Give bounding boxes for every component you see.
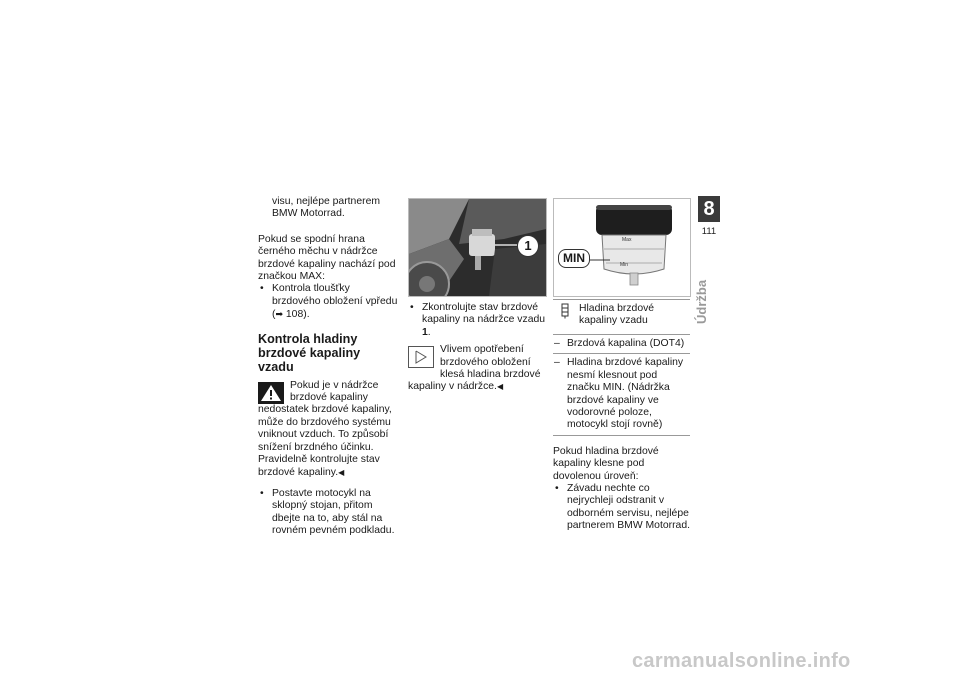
table-cell-fluid-type: – Brzdová kapalina (DOT4) <box>553 338 688 350</box>
chapter-number-box: 8 <box>698 196 720 222</box>
table-cell-min-level: – Hladina brzdové kapaliny nesmí klesnout pod značku MIN. (Nádržka brzdové kapaliny ve vodorovné poloze, motocykl stojí rovně) <box>553 357 688 431</box>
end-marker-icon: ◀ <box>338 467 345 477</box>
warning-triangle-icon <box>258 382 284 404</box>
table-row <box>553 335 690 354</box>
callout-label-1: 1 <box>517 235 539 257</box>
level-low-paragraph: Pokud hladina brzdové kapaliny klesne pod dovolenou úroveň: <box>553 445 659 482</box>
condition-paragraph: Pokud se spodní hrana černého měchu v nádržce brzdové kapaliny nachází pod značkou MAX: <box>258 233 396 283</box>
column-1 <box>258 196 398 538</box>
column-3 <box>553 198 690 533</box>
max-mark-label: Max <box>622 237 632 243</box>
note-text: Vlivem opotřebení brzdového obložení klesá hladina brzdové kapaliny v nádržce.◀ <box>408 344 541 393</box>
list-item-stand: • Postavte motocykl na sklopný stojan, přitom dbejte na to, aby stál na rovném pevném podkladu. <box>258 488 398 538</box>
list-item-check-level: • Zkontrolujte stav brzdové kapaliny na nádržce vzadu 1. <box>408 302 546 339</box>
page-number: 111 <box>701 226 717 237</box>
chapter-title: Údržba <box>694 279 709 325</box>
end-marker-icon: ◀ <box>496 382 504 392</box>
warning-text: Pokud je v nádržce brzdové kapaliny nedostatek brzdové kapaliny, může do brzdového systému vniknout vzduch. To způsobí snížení brzdného účinku. <box>258 379 392 453</box>
page-reference-link[interactable]: 108). <box>283 309 310 321</box>
arrow-right-icon: ➡ <box>275 309 284 320</box>
warning-block <box>258 380 398 479</box>
chapter-tab <box>694 196 720 325</box>
min-mark-label: Min <box>620 262 629 268</box>
fluid-gauge-icon <box>559 303 571 319</box>
column-2 <box>408 198 546 394</box>
reservoir-drawing <box>554 199 690 296</box>
watermark: carmanualsonline.info <box>632 650 851 672</box>
spec-table <box>553 299 690 436</box>
min-callout-label: MIN <box>558 249 590 268</box>
warning-advice: Pravidelně kontrolujte stav brzdové kapaliny.◀ <box>258 454 380 478</box>
table-header-row <box>553 300 690 335</box>
rear-reservoir-photo <box>408 198 547 297</box>
list-item-text: Kontrola tloušťky brzdového obložení vpředu ( <box>272 283 398 321</box>
list-item-workshop: • Závadu nechte co nejrychleji odstranit v odborném servisu, nejlépe partnerem BMW Motorrad. <box>553 483 690 533</box>
note-block <box>408 344 546 394</box>
note-play-icon <box>408 346 434 368</box>
section-heading: Kontrola hladiny brzdové kapaliny vzadu <box>258 331 361 374</box>
list-item-pad-check <box>258 283 398 321</box>
reservoir-illustration <box>553 198 691 297</box>
table-row <box>553 354 690 435</box>
continued-bullet-text: visu, nejlépe partnerem BMW Motorrad. <box>272 196 381 220</box>
table-title: Hladina brzdové kapaliny vzadu <box>579 303 655 327</box>
